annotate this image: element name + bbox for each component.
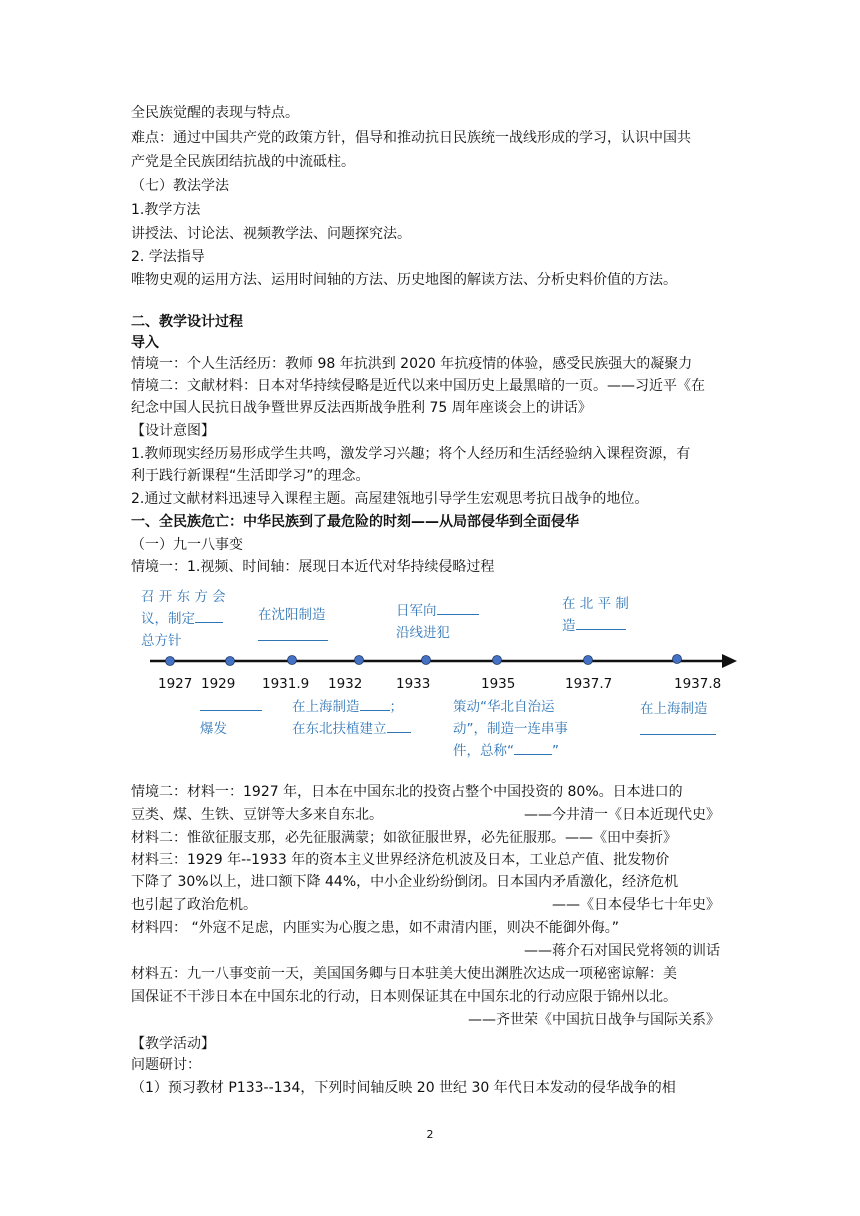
timeline-year: 1929	[201, 676, 236, 692]
text-line: 情境一：个人生活经历：教师 98 年抗洪到 2020 年抗疫情的体验，感受民族强大的凝聚力	[131, 356, 693, 372]
text-line: 材料五：九一八事变前一天，美国国务卿与日本驻美大使出渊胜次达成一项秘密谅解：美	[131, 966, 677, 982]
text-line: 问题研讨：	[131, 1057, 201, 1073]
text-line: 产党是全民族团结抗战的中流砥柱。	[131, 154, 355, 170]
text-line: 情境二：文献材料：日本对华持续侵略是近代以来中国历史上最黑暗的一页。——习近平《在	[131, 378, 705, 394]
text-line: 讲授法、讨论法、视频教学法、问题探究法。	[131, 226, 411, 242]
timeline-label-1931: 在沈阳制造	[258, 604, 328, 648]
timeline-label-1933: 日军向 沿线进犯	[396, 600, 479, 644]
timeline-label-1935: 策动“华北自治运 动”，制造一连串事 件，总称“ ”	[453, 699, 568, 759]
timeline-dot	[673, 655, 682, 664]
text-line: 2.通过文献材料迅速导入课程主题。高屋建瓴地引导学生宏观思考抗日战争的地位。	[131, 491, 649, 507]
text-line: 材料四： “外寇不足虑，内匪实为心腹之患，如不肃清内匪，则决不能御外侮。”	[131, 920, 619, 936]
text-line: 【设计意图】	[131, 423, 215, 439]
timeline-dot	[422, 656, 431, 665]
text-line: 下降了 30%以上，进口额下降 44%，中小企业纷纷倒闭。日本国内矛盾激化，经济危机	[131, 874, 679, 890]
timeline-dot	[355, 656, 364, 665]
timeline-year: 1932	[328, 676, 363, 692]
text-line: 也引起了政治危机。	[131, 897, 257, 913]
citation: ——蒋介石对国民党将领的训话	[524, 943, 720, 959]
text-line: 唯物史观的运用方法、运用时间轴的方法、历史地图的解读方法、分析史料价值的方法。	[131, 272, 677, 288]
sub-heading: 导入	[131, 335, 159, 351]
timeline-year: 1937.7	[565, 676, 613, 692]
timeline-dot	[288, 656, 297, 665]
text-line: （1）预习教材 P133--134，下列时间轴反映 20 世纪 30 年代日本发动的侵华战争的相	[131, 1080, 676, 1096]
section-heading: （七）教法学法	[131, 178, 229, 194]
text-line: 全民族觉醒的表现与特点。	[131, 105, 299, 121]
text-line: 【教学活动】	[131, 1036, 215, 1052]
timeline-dot	[226, 657, 235, 666]
text-line: 国保证不干涉日本在中国东北的行动，日本则保证其在中国东北的行动应限于锦州以北。	[131, 989, 677, 1005]
text-line: 材料三：1929 年--1933 年的资本主义世界经济危机波及日本，工业总产值、批发物价	[131, 852, 670, 868]
chapter-heading: 二、教学设计过程	[131, 314, 243, 330]
timeline-label-1931-9: 爆发	[200, 696, 262, 740]
timeline-year: 1927	[158, 676, 193, 692]
text-line: 豆类、煤、生铁、豆饼等大多来自东北。	[131, 807, 383, 823]
timeline-year: 1937.8	[674, 676, 722, 692]
text-line: 2. 学法指导	[131, 249, 205, 265]
timeline-year: 1931.9	[262, 676, 310, 692]
timeline-year: 1935	[481, 676, 516, 692]
timeline-label-1927: 召 开 东 方 会 议，制定 总方针	[141, 589, 226, 649]
timeline-label-1937-7: 在 北 平 制 造	[562, 596, 629, 634]
text-line: 情境一：1.视频、时间轴：展现日本近代对华持续侵略过程	[131, 559, 495, 575]
text-line: 材料二：惟欲征服支那，必先征服满蒙；如欲征服世界，必先征服那。——《田中奏折》	[131, 830, 677, 846]
citation: ——今井清一《日本近现代史》	[524, 807, 720, 823]
timeline-dot	[493, 656, 502, 665]
citation: ——《日本侵华七十年史》	[552, 897, 720, 913]
timeline-axis	[0, 640, 860, 680]
chapter-heading: 一、全民族危亡：中华民族到了最危险的时刻——从局部侵华到全面侵华	[131, 514, 579, 530]
citation: ——齐世荣《中国抗日战争与国际关系》	[468, 1012, 720, 1028]
text-line: 难点：通过中国共产党的政策方针，倡导和推动抗日民族统一战线形成的学习，认识中国共	[131, 130, 691, 146]
text-line: 1.教师现实经历易形成学生共鸣，激发学习兴趣；将个人经历和生活经验纳入课程资源，有	[131, 446, 691, 462]
timeline-year: 1933	[396, 676, 431, 692]
timeline-dot	[584, 656, 593, 665]
timeline-label-1937-8: 在上海制造	[640, 698, 716, 742]
text-line: 情境二：材料一：1927 年，日本在中国东北的投资占整个中国投资的 80%。日本进口的	[131, 784, 683, 800]
text-line: 利于践行新课程“生活即学习”的理念。	[131, 468, 370, 484]
text-line: 纪念中国人民抗日战争暨世界反法西斯战争胜利 75 周年座谈会上的讲话》	[131, 400, 592, 416]
section-heading: （一）九一八事变	[131, 537, 243, 553]
page-number: 2	[426, 1128, 434, 1141]
timeline-dot	[166, 657, 175, 666]
text-line: 1.教学方法	[131, 202, 201, 218]
timeline-label-1932: 在上海制造 ； 在东北扶植建立	[292, 696, 411, 740]
